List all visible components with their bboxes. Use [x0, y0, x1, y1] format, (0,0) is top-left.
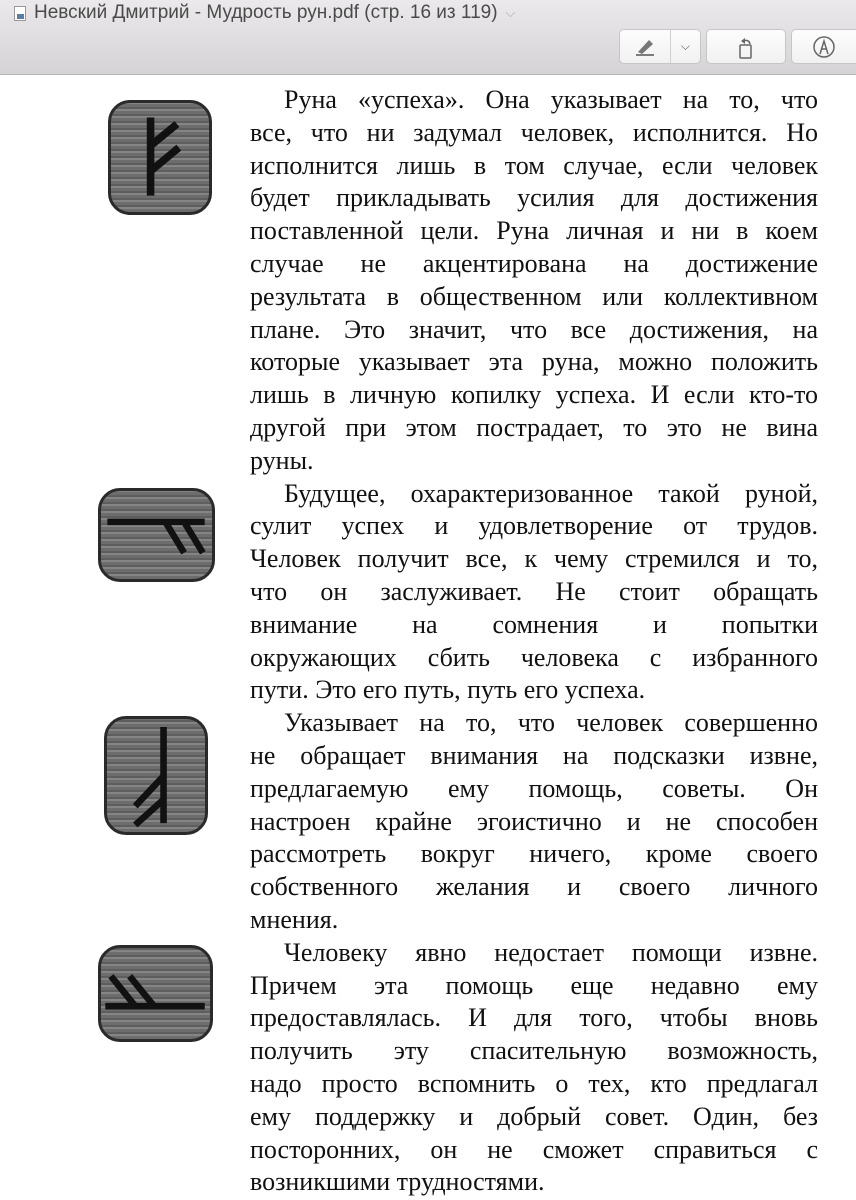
text-line: Человек получит все, к чему стремился и то,	[250, 544, 818, 574]
text-line: что он заслуживает. Не стоит обращать	[250, 576, 818, 606]
text-line: посторонних, он не сможет справиться с	[250, 1134, 818, 1164]
paragraph	[250, 84, 818, 478]
text-line: сулит успех и удовлетворение от трудов.	[250, 511, 818, 541]
highlight-menu-button[interactable]	[671, 30, 700, 63]
highlight-button[interactable]	[620, 30, 671, 63]
text-line: предоставлялась. И для того, чтобы вновь	[250, 1003, 818, 1033]
text-line: не обращает внимания на подсказки извне,	[250, 740, 818, 770]
markup-pen-icon	[812, 35, 836, 59]
text-line: собственного желания и своего личного	[250, 872, 818, 902]
text-line: предлагаемую ему помощь, советы. Он	[250, 773, 818, 803]
rotate-button[interactable]	[706, 29, 786, 64]
text-line: исполнится лишь в том случае, если человек	[250, 150, 818, 180]
text-line: Указывает на то, что человек совершенно	[284, 708, 818, 738]
text-line: Будущее, охарактеризованное такой руной,	[284, 478, 818, 508]
text-line: результата в общественном или коллективном	[250, 281, 818, 311]
rotate-icon	[735, 34, 757, 60]
document-text	[250, 84, 818, 1199]
text-line: рассмотреть вокруг ничего, кроме своего	[250, 839, 818, 869]
text-line: пути. Это его путь, путь его успеха.	[250, 675, 646, 705]
pdf-document-icon	[14, 6, 26, 21]
text-line: окружающих сбить человека с избранного	[250, 642, 818, 672]
text-line: другой при этом пострадает, то это не вина	[250, 412, 818, 442]
text-line: Причем эта помощь еще недавно ему	[250, 970, 818, 1000]
text-line: надо просто вспомнить о тех, кто предлагал	[250, 1068, 818, 1098]
text-line: которые указывает эта руна, можно положить	[250, 347, 818, 377]
rune-fehu-mirrored-image	[98, 945, 213, 1042]
window-toolbar	[0, 0, 856, 75]
text-line: возникшими трудностями.	[250, 1167, 545, 1197]
text-line: Руна «успеха». Она указывает на то, что	[284, 85, 818, 114]
text-line: Человеку явно недостает помощи извне.	[284, 937, 818, 967]
text-line: получить эту спасительную возможность,	[250, 1036, 818, 1066]
text-line: мнения.	[250, 904, 339, 934]
rune-fehu-inverted-image	[104, 716, 208, 835]
text-line: лишь в личную копилку успеха. И если кто-то	[250, 380, 818, 410]
rune-fehu-image	[108, 100, 212, 215]
highlighter-icon	[634, 37, 656, 57]
paragraph	[250, 937, 818, 1199]
highlight-button-group	[619, 29, 701, 64]
rune-fehu-reversed-image	[98, 488, 215, 582]
pdf-page	[0, 75, 856, 1200]
text-line: случае не акцентирована на достижение	[250, 248, 818, 278]
chevron-down-icon: ⌵	[680, 39, 690, 53]
paragraph	[250, 478, 818, 708]
text-line: все, что ни задумал человек, исполнится. Но	[250, 117, 818, 147]
text-line: руны.	[250, 445, 314, 475]
text-line: поставленной цели. Руна личная и ни в коем	[250, 216, 818, 246]
markup-button[interactable]	[791, 29, 856, 64]
text-line: внимание на сомнения и попытки	[250, 609, 818, 639]
paragraph	[250, 707, 818, 937]
text-line: плане. Это значит, что все достижения, на	[250, 314, 818, 344]
text-line: настроен крайне эгоистично и не способен	[250, 806, 818, 836]
text-line: будет прикладывать усилия для достижения	[250, 183, 818, 213]
text-line: ему поддержку и добрый совет. Один, без	[250, 1101, 818, 1131]
chevron-down-icon[interactable]: ⌵	[505, 5, 516, 20]
window-title: Невский Дмитрий - Мудрость рун.pdf (стр. 16 из 119)	[34, 2, 498, 23]
window-title-bar[interactable]	[14, 1, 515, 25]
